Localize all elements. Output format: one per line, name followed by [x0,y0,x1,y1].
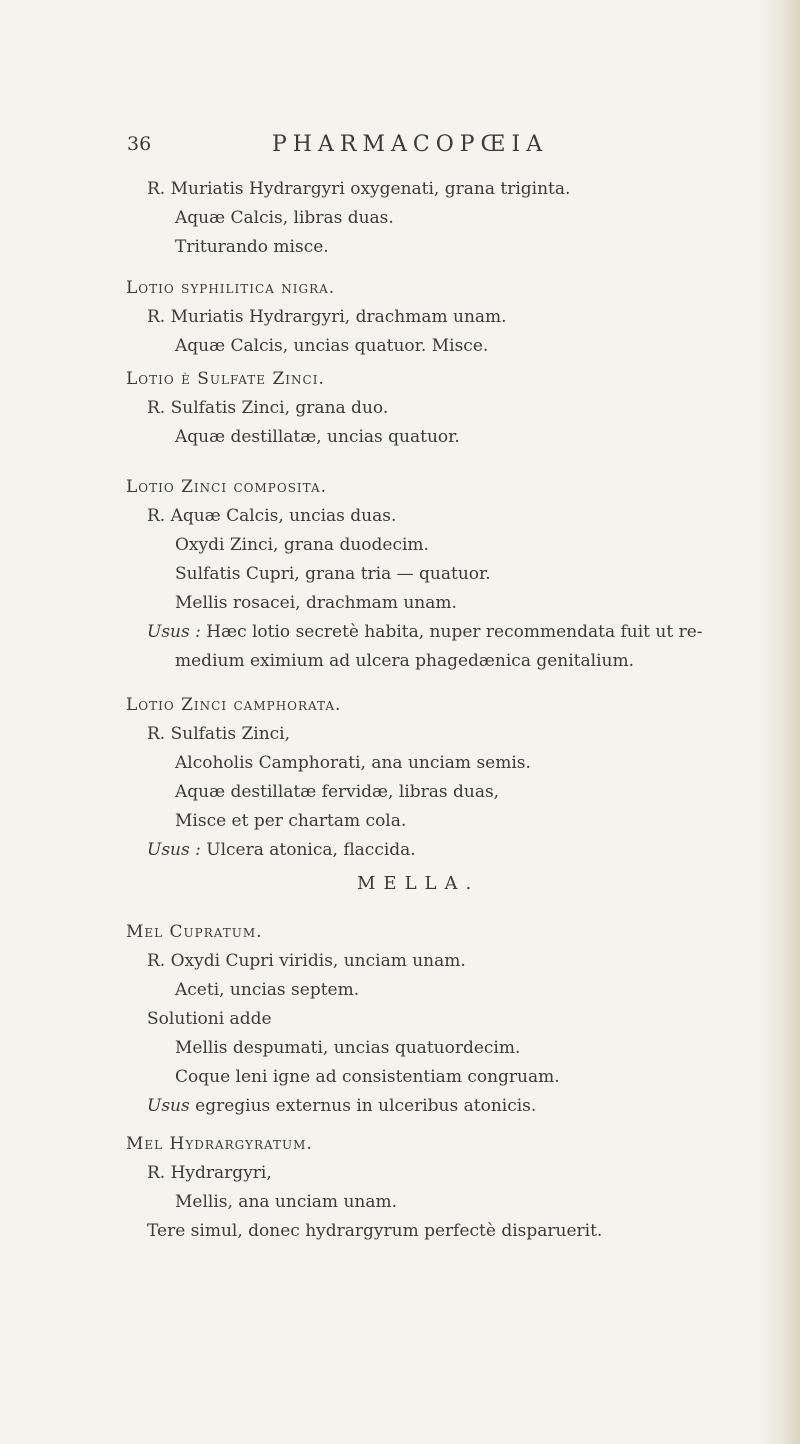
text-line: Solutioni adde [147,1009,272,1029]
text-line: R. Oxydi Cupri viridis, unciam unam. [147,951,466,971]
text-line: R. Muriatis Hydrargyri oxygenati, grana triginta. [147,179,571,199]
text-line: Tere simul, donec hydrargyrum perfectè disparuerit. [147,1221,603,1241]
section-heading: Lotio Zinci composita. [126,477,328,497]
usus-line [147,1096,536,1116]
text-line: Aceti, uncias septem. [175,980,360,1000]
section-heading: Mel Cupratum. [126,922,263,942]
text-line: Misce et per chartam cola. [175,811,407,831]
section-heading: Mel Hydrargyratum. [126,1134,313,1154]
usus-label: Usus [147,1096,190,1116]
section-heading: Lotio syphilitica nigra. [126,278,336,298]
section-heading: Lotio è Sulfate Zinci. [126,369,325,389]
usus-label: Usus : [147,840,201,860]
text-line: Mellis, ana unciam unam. [175,1192,398,1212]
text-line: Mellis rosacei, drachmam unam. [175,593,457,613]
text-line: R. Hydrargyri, [147,1163,272,1183]
page-number: 36 [127,133,152,155]
text-line: Oxydi Zinci, grana duodecim. [175,535,429,555]
text-line: Aquæ Calcis, libras duas. [175,208,394,228]
text-line: R. Muriatis Hydrargyri, drachmam unam. [147,307,507,327]
text-line: Aquæ Calcis, uncias quatuor. Misce. [175,336,489,356]
text-line: Mellis despumati, uncias quatuordecim. [175,1038,521,1058]
usus-text: Ulcera atonica, flaccida. [206,840,416,860]
text-line: Aquæ destillatæ, uncias quatuor. [175,427,460,447]
page-edge-shadow [760,0,800,1444]
section-heading: Lotio Zinci camphorata. [126,695,342,715]
usus-text: egregius externus in ulceribus atonicis. [195,1096,537,1116]
usus-label: Usus : [147,622,201,642]
text-line: Triturando misce. [175,237,329,257]
text-line: medium eximium ad ulcera phagedænica genitalium. [175,651,634,671]
text-line: Coque leni igne ad consistentiam congruam. [175,1067,560,1087]
text-line: Aquæ destillatæ fervidæ, libras duas, [175,782,500,802]
text-line: Alcoholis Camphorati, ana unciam semis. [175,753,531,773]
text-line: R. Sulfatis Zinci, grana duo. [147,398,389,418]
chapter-heading: MELLA. [357,873,480,894]
running-head: PHARMACOPŒIA [272,132,549,157]
usus-text: Hæc lotio secretè habita, nuper recommendata fuit ut re- [206,622,703,642]
usus-line [147,622,703,642]
text-line: Sulfatis Cupri, grana tria — quatuor. [175,564,491,584]
text-line: R. Sulfatis Zinci, [147,724,291,744]
usus-line [147,840,416,860]
text-line: R. Aquæ Calcis, uncias duas. [147,506,397,526]
